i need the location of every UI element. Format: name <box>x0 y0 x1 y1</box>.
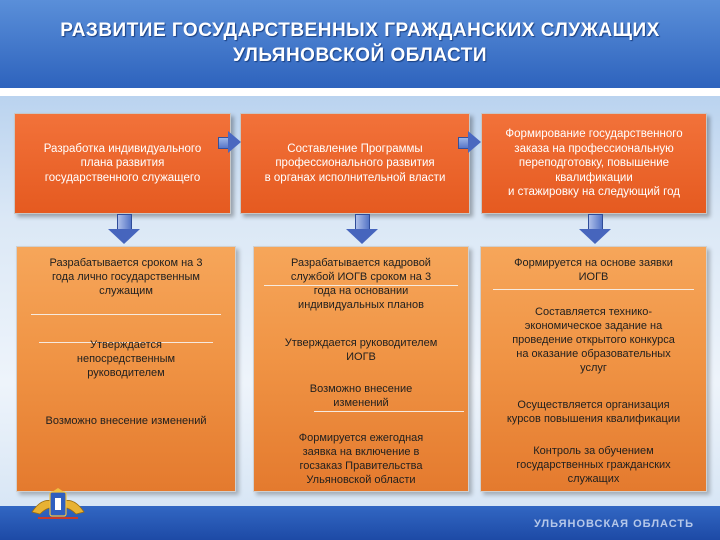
step-text: Разработка индивидуального <box>43 142 202 155</box>
detail-paragraph <box>489 444 698 486</box>
detail-line: служащим <box>99 285 153 297</box>
detail-line: Формируется на основе заявки <box>514 257 673 269</box>
step-text: Составление Программы <box>287 142 423 155</box>
detail-line: руководителем <box>87 367 165 379</box>
detail-line: Формируется ежегодная <box>298 432 424 444</box>
divider <box>31 314 221 315</box>
page-title-line1: РАЗВИТИЕ ГОСУДАРСТВЕННЫХ ГРАЖДАНСКИХ СЛУЖАЩИХ <box>60 20 660 41</box>
step-text: квалификации <box>555 171 633 184</box>
arrow-down-icon <box>579 214 611 244</box>
detail-paragraph <box>25 414 227 428</box>
detail-line: государственных гражданских <box>516 459 671 471</box>
detail-line: заявка на включение в <box>302 446 420 458</box>
detail-line: года лично государственным <box>52 271 200 283</box>
detail-line: Возможно внесение <box>309 383 413 395</box>
detail-line: индивидуальных планов <box>298 299 424 311</box>
detail-box-development-program <box>253 246 469 492</box>
step-text: плана развития <box>80 157 165 170</box>
detail-line: Утверждается руководителем <box>284 337 438 349</box>
coat-of-arms-icon <box>30 488 86 522</box>
detail-line: года на основании <box>313 285 409 297</box>
detail-paragraph <box>489 305 698 375</box>
detail-line: на оказание образовательных <box>516 348 671 360</box>
step-text: Формирование государственного <box>505 128 683 141</box>
step-text: заказа на профессиональную <box>514 142 674 155</box>
detail-box-state-order <box>480 246 707 492</box>
detail-line: курсов повышения квалификации <box>506 413 681 425</box>
detail-paragraph <box>489 256 698 284</box>
footer-caption: УЛЬЯНОВСКАЯ ОБЛАСТЬ <box>534 518 694 530</box>
page-title-line2: УЛЬЯНОВСКОЙ ОБЛАСТИ <box>232 45 488 66</box>
detail-box-individual-plan <box>16 246 236 492</box>
step-box-state-order <box>481 113 707 214</box>
footer-bar <box>0 506 720 540</box>
divider <box>264 285 458 286</box>
step-text: переподготовку, повышение <box>518 157 670 170</box>
detail-line: Ульяновской области <box>306 474 416 486</box>
header-banner <box>0 0 720 88</box>
arrow-down-icon <box>108 214 140 244</box>
detail-line: ИОГВ <box>346 351 376 363</box>
step-box-development-program <box>240 113 470 214</box>
detail-paragraph <box>262 431 460 487</box>
detail-line: экономическое задание на <box>524 320 663 332</box>
detail-line: Возможно внесение изменений <box>45 415 207 427</box>
detail-paragraph <box>25 256 227 298</box>
detail-line: непосредственным <box>76 353 176 365</box>
detail-line: проведение открытого конкурса <box>512 334 675 346</box>
detail-line: изменений <box>333 397 389 409</box>
divider <box>314 411 464 412</box>
detail-line: Разрабатывается кадровой <box>291 257 431 269</box>
divider <box>493 289 694 290</box>
detail-line: госзаказ Правительства <box>299 460 423 472</box>
detail-line: услуг <box>580 362 607 374</box>
detail-line: Составляется технико- <box>535 306 652 318</box>
detail-line: служащих <box>567 473 620 485</box>
step-text: и стажировку на следующий год <box>508 186 680 199</box>
detail-line: Осуществляется организация <box>517 399 670 411</box>
step-box-individual-plan <box>14 113 231 214</box>
step-text: профессионального развития <box>275 157 435 170</box>
detail-line: Контроль за обучением <box>533 445 654 457</box>
step-text: в органах исполнительной власти <box>264 171 446 184</box>
step-text: государственного служащего <box>44 171 201 184</box>
detail-line: службой ИОГВ сроком на 3 <box>290 271 432 283</box>
detail-paragraph <box>25 338 227 380</box>
detail-paragraph <box>262 382 460 410</box>
detail-line: Разрабатывается сроком на 3 <box>49 257 203 269</box>
arrow-down-icon <box>346 214 378 244</box>
detail-line: ИОГВ <box>578 271 609 283</box>
detail-line: Утверждается <box>90 339 162 351</box>
detail-paragraph <box>262 256 460 312</box>
detail-paragraph <box>489 398 698 426</box>
detail-paragraph <box>262 336 460 364</box>
